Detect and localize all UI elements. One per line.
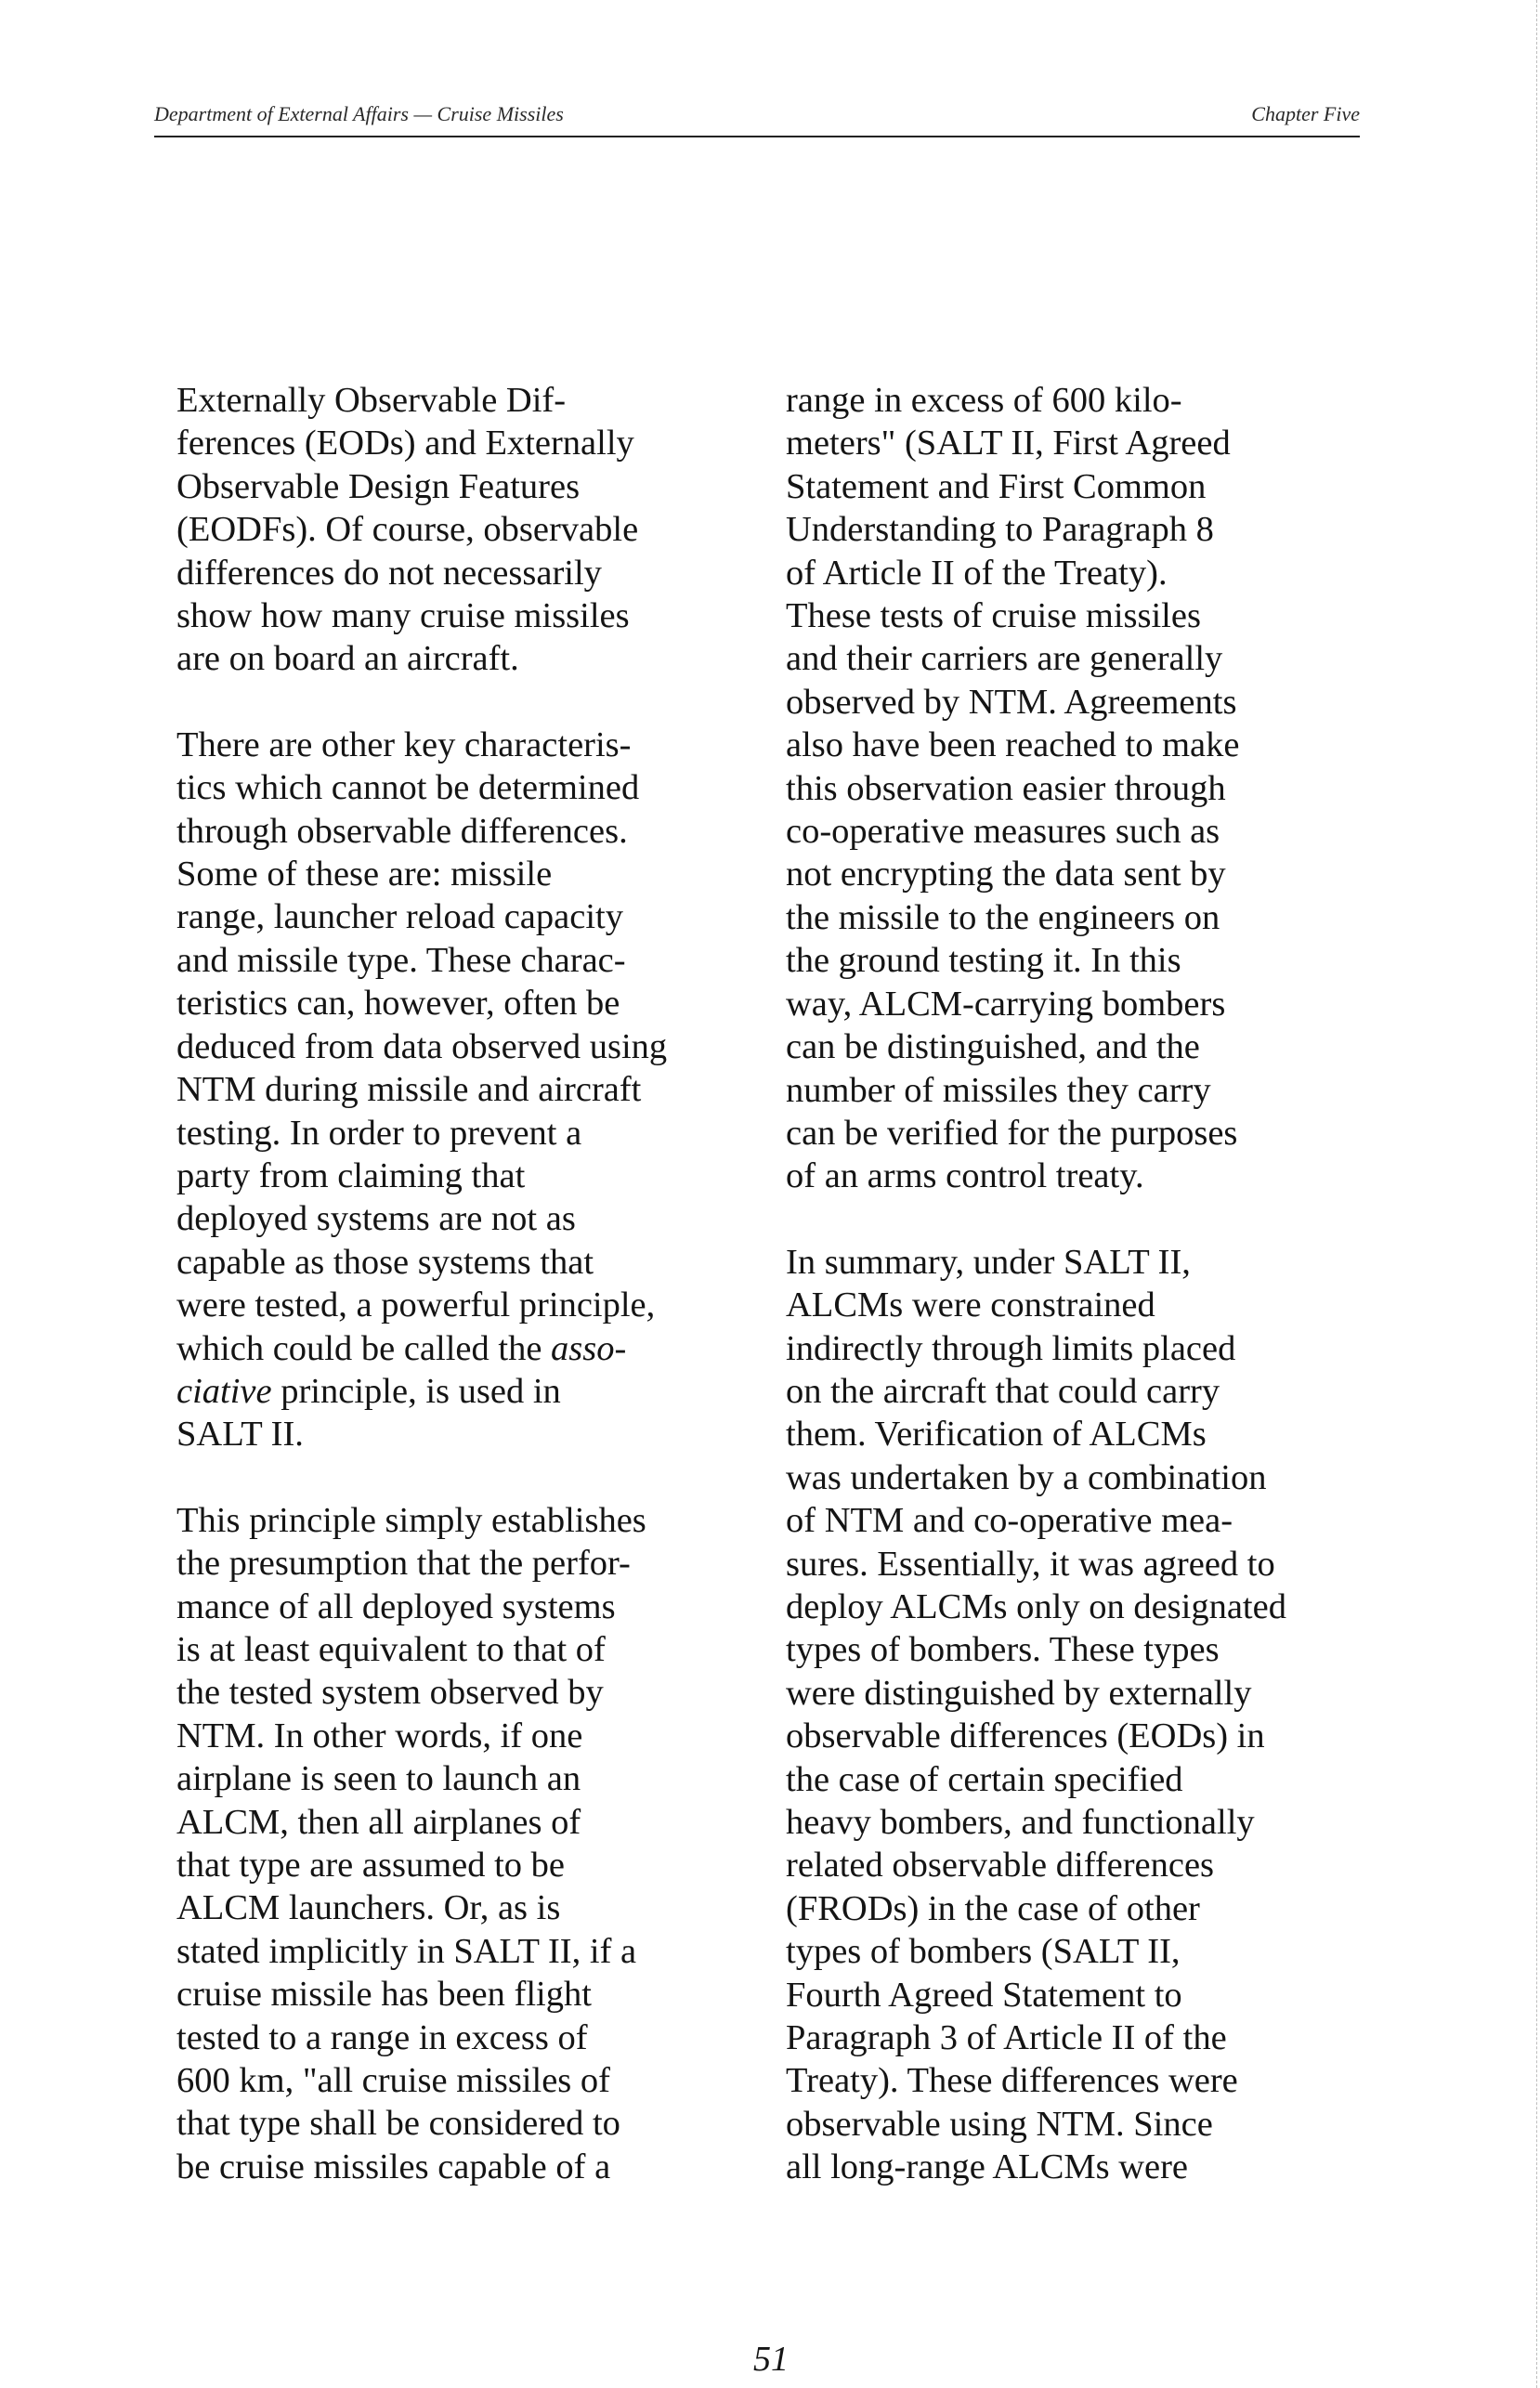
text-line: show how many cruise missiles: [176, 596, 630, 636]
text-line: which could be called the asso-: [176, 1328, 627, 1368]
text-line: that type shall be considered to: [176, 2104, 620, 2144]
text-line: tested to a range in excess of: [176, 2017, 588, 2057]
text-line: Some of these are: missile: [176, 855, 553, 894]
text-line: observable using NTM. Since: [786, 2104, 1213, 2144]
text-line: can be distinguished, and the: [786, 1027, 1200, 1067]
text-line: also have been reached to make: [786, 725, 1240, 765]
page-edge: [1536, 0, 1540, 2388]
text-line: of NTM and co-operative mea-: [786, 1501, 1233, 1541]
left-column: [176, 379, 758, 2231]
text-line: tics which cannot be determined: [176, 768, 640, 808]
text-line: Paragraph 3 of Article II of the: [786, 2018, 1227, 2058]
text-line: are on board an aircraft.: [176, 639, 519, 679]
text-line: the presumption that the perfor-: [176, 1544, 631, 1584]
text-line: ALCM, then all airplanes of: [176, 1802, 581, 1842]
text-line: teristics can, however, often be: [176, 984, 620, 1024]
text-line: ALCM launchers. Or, as is: [176, 1888, 561, 1928]
text-line: and their carriers are generally: [786, 639, 1223, 679]
text-line: ciative principle, is used in: [176, 1371, 561, 1411]
text-line: mance of all deployed systems: [176, 1586, 616, 1626]
text-line: co-operative measures such as: [786, 812, 1220, 852]
text-line: and missile type. These charac-: [176, 940, 626, 980]
text-line: Externally Observable Dif-: [176, 381, 567, 420]
text-line: NTM. In other words, if one: [176, 1716, 583, 1755]
text-line: the missile to the engineers on: [786, 897, 1220, 937]
text-line: party from claiming that: [176, 1155, 526, 1195]
text-line: is at least equivalent to that of: [176, 1629, 606, 1669]
page-number: 51: [753, 2340, 789, 2379]
text-line: airplane is seen to launch an: [176, 1759, 581, 1799]
text-line: was undertaken by a combination: [786, 1457, 1267, 1497]
text-line: sures. Essentially, it was agreed to: [786, 1544, 1275, 1584]
text-line: types of bombers (SALT II,: [786, 1932, 1181, 1972]
text-line: (EODFs). Of course, observable: [176, 510, 639, 550]
text-line: This principle simply establishes: [176, 1500, 646, 1540]
paragraph: [786, 379, 1367, 1198]
text-line: of Article II of the Treaty).: [786, 553, 1168, 593]
text-line: observed by NTM. Agreements: [786, 682, 1237, 722]
header-chapter: Chapter Five: [1251, 102, 1360, 125]
text-line: Observable Design Features: [176, 466, 581, 506]
text-line: cruise missile has been flight: [176, 1975, 592, 2015]
text-line: Fourth Agreed Statement to: [786, 1975, 1182, 2015]
text-line: range, launcher reload capacity: [176, 897, 623, 937]
header-title: Department of External Affairs — Cruise Missiles: [154, 102, 564, 125]
text-line: 600 km, "all cruise missiles of: [176, 2061, 610, 2101]
text-line: the ground testing it. In this: [786, 941, 1181, 981]
text-line: observable differences (EODs) in: [786, 1716, 1265, 1756]
text-line: Treaty). These differences were: [786, 2061, 1238, 2101]
text-line: Statement and First Common: [786, 466, 1207, 506]
text-line: ALCMs were constrained: [786, 1285, 1155, 1325]
text-line: not encrypting the data sent by: [786, 855, 1226, 894]
text-line: them. Verification of ALCMs: [786, 1415, 1207, 1455]
text-line: testing. In order to prevent a: [176, 1113, 582, 1153]
text-line: These tests of cruise missiles: [786, 596, 1201, 636]
text-line: related observable differences: [786, 1846, 1215, 1886]
text-line: can be verified for the purposes: [786, 1113, 1238, 1153]
text-line: meters" (SALT II, First Agreed: [786, 424, 1231, 463]
text-line: deployed systems are not as: [176, 1199, 576, 1239]
text-line: of an arms control treaty.: [786, 1156, 1144, 1196]
text-line: capable as those systems that: [176, 1242, 594, 1282]
text-line: differences do not necessarily: [176, 553, 602, 593]
text-line: range in excess of 600 kilo-: [786, 381, 1182, 420]
text-line: the tested system observed by: [176, 1673, 604, 1713]
text-line: deduced from data observed using: [176, 1026, 668, 1066]
paragraph: [786, 1241, 1367, 2189]
text-line: were distinguished by externally: [786, 1673, 1252, 1713]
text-line: were tested, a powerful principle,: [176, 1285, 656, 1325]
text-line: this observation easier through: [786, 768, 1226, 808]
text-line: types of bombers. These types: [786, 1630, 1220, 1670]
text-line: (FRODs) in the case of other: [786, 1888, 1200, 1928]
paragraph: [176, 1499, 758, 2189]
paragraph: [176, 724, 758, 1456]
text-line: Understanding to Paragraph 8: [786, 510, 1214, 550]
text-line: that type are assumed to be: [176, 1846, 566, 1885]
text-line: number of missiles they carry: [786, 1070, 1211, 1110]
text-line: all long-range ALCMs were: [786, 2147, 1189, 2187]
text-line: way, ALCM-carrying bombers: [786, 984, 1226, 1024]
text-line: There are other key characteris-: [176, 724, 632, 764]
text-line: stated implicitly in SALT II, if a: [176, 1931, 637, 1971]
text-line: be cruise missiles capable of a: [176, 2147, 611, 2186]
text-line: SALT II.: [176, 1415, 304, 1455]
text-line: the case of certain specified: [786, 1759, 1183, 1799]
text-line: through observable differences.: [176, 811, 628, 851]
text-line: NTM during missile and aircraft: [176, 1070, 642, 1110]
text-line: on the aircraft that could carry: [786, 1371, 1220, 1411]
text-line: In summary, under SALT II,: [786, 1242, 1191, 1282]
text-line: ferences (EODs) and Externally: [176, 424, 634, 463]
text-line: heavy bombers, and functionally: [786, 1803, 1255, 1842]
paragraph: [176, 379, 758, 681]
right-column: [786, 379, 1367, 2232]
running-header: [154, 95, 1360, 137]
text-line: indirectly through limits placed: [786, 1328, 1236, 1368]
text-line: deploy ALCMs only on designated: [786, 1586, 1286, 1626]
